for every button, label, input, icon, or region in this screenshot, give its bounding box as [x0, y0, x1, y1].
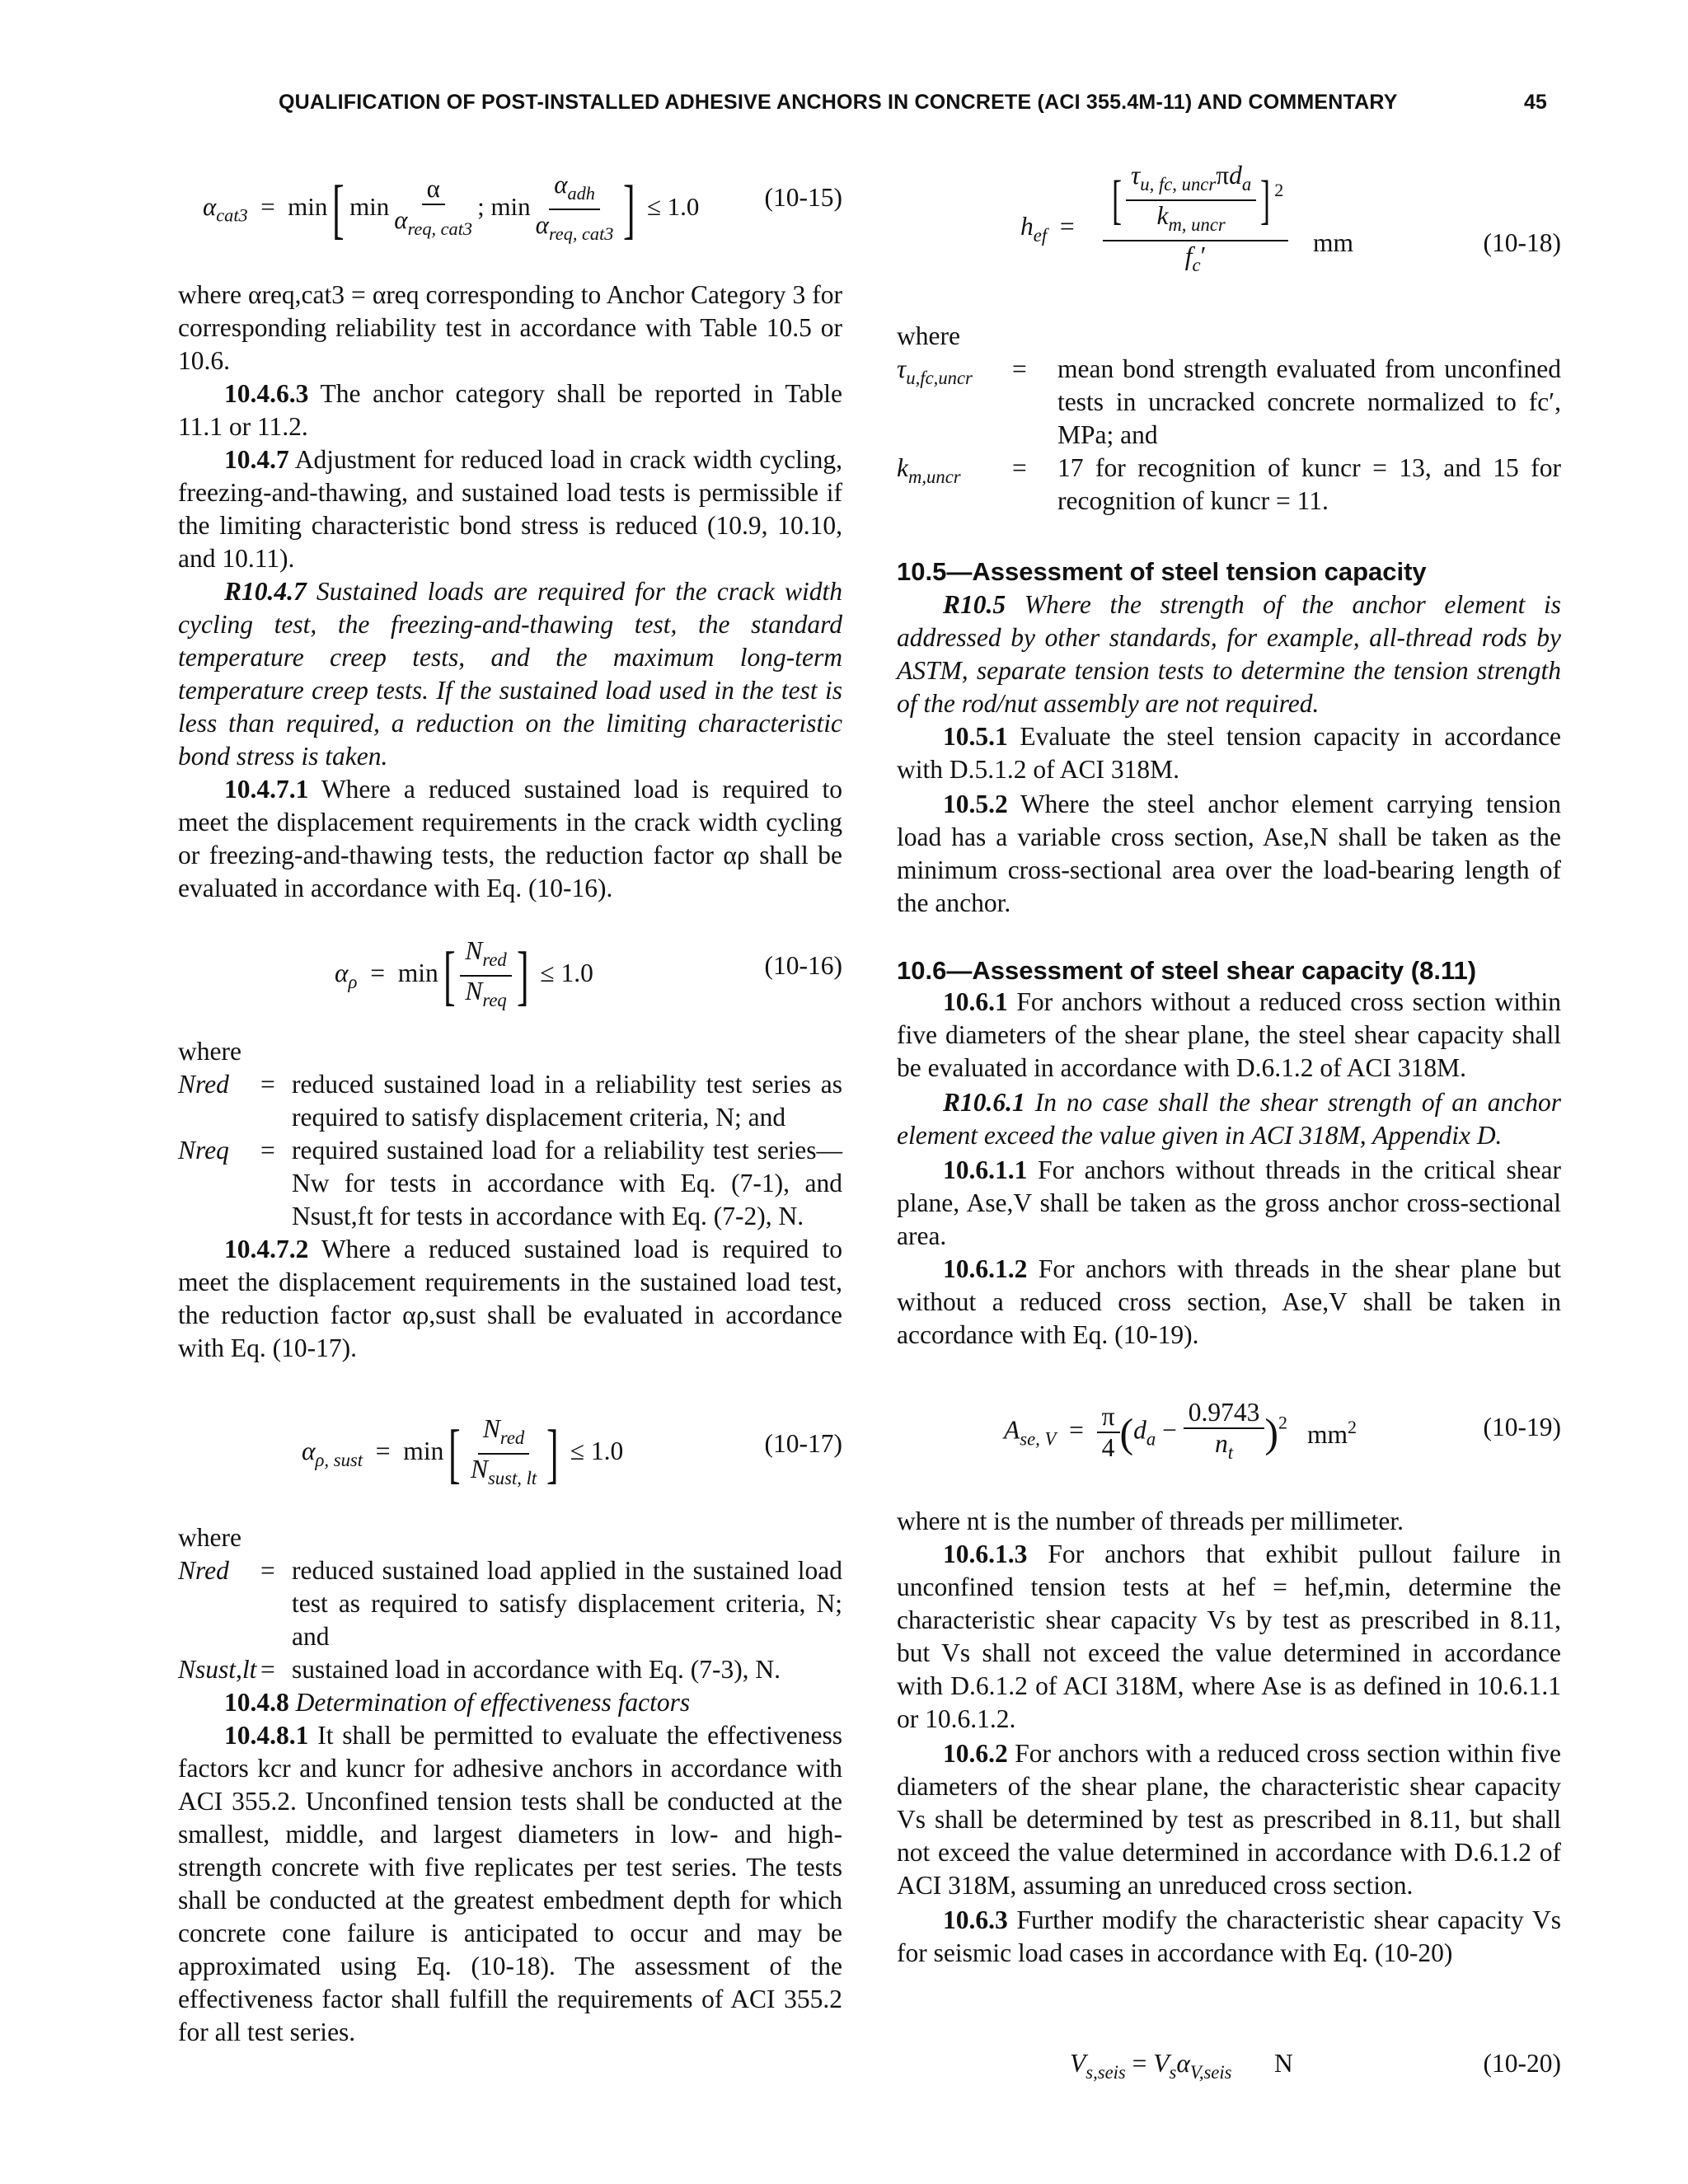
clause-text: Evaluate the steel tension capacity in accordance with D.5.1.2 of ACI 318M.: [897, 722, 1561, 784]
clause-number: 10.6.2: [943, 1739, 1008, 1768]
paragraph-nt: where nt is the number of threads per millimeter.: [897, 1507, 1404, 1535]
clause-number: 10.6.1.3: [943, 1540, 1028, 1568]
where-label: where: [178, 1037, 241, 1066]
commentary-R10-6-1: [897, 1086, 1561, 1152]
paragraph-where-alpha: where αreq,cat3 = αreq corresponding to Anchor Category 3 for corresponding reliability test in accordance with Table 10.5 or 10.6.: [178, 280, 842, 375]
clause-number: 10.4.7.1: [224, 775, 309, 804]
section-heading-10-6: 10.6—Assessment of steel shear capacity (8.11): [897, 956, 1477, 985]
equation-number: (10-15): [764, 183, 842, 212]
equation-number: (10-19): [1483, 1413, 1561, 1441]
symbol: Nred: [178, 1556, 229, 1585]
clause-number: 10.6.1.1: [943, 1155, 1028, 1184]
paragraph-10-5-1: [897, 720, 1561, 786]
paragraph-10-4-7-1: [178, 773, 842, 905]
clause-number: 10.4.6.3: [224, 379, 309, 408]
symbol: Nred: [178, 1070, 229, 1099]
running-header: QUALIFICATION OF POST-INSTALLED ADHESIVE ANCHORS IN CONCRETE (ACI 355.4M-11) AND COMMENTARY: [279, 91, 1398, 114]
equation-10-19: $A_{se, V}$ = $\frac{\pi}{4}$ ($d_a$ − $\frac{0.9743}{n_t}$ )$^2$ $mm^2$ (10-19): [1004, 1398, 1561, 1463]
clause-text: It shall be permitted to evaluate the effectiveness factors kcr and kuncr for adhesive anchors in accordance with ACI 355.2. Unconfined tension tests shall be conducted at the smallest, middle, and largest diameters in low- and high-strength concrete with five replicates per test series. The tests shall be conducted at the greatest embedment depth for which concrete cone failure is anticipated to occur and may be approximated using Eq. (10-18). The assessment of the effectiveness factor shall fulfill the requirements of ACI 355.2 for all test series.: [178, 1721, 842, 2046]
paragraph-10-4-7: [178, 443, 842, 575]
paragraph-10-5-2: [897, 788, 1561, 920]
clause-number: 10.5.2: [943, 790, 1008, 818]
clause-text: Adjustment for reduced load in crack width cycling, freezing-and-thawing, and sustained load tests is permissible if the limiting characteristic bond stress is reduced (10.9, 10.10, and 10.11).: [178, 445, 842, 573]
clause-number: 10.6.1: [943, 987, 1008, 1016]
clause-text: In no case shall the shear strength of an anchor element exceed the value given in ACI 318M, Appendix D.: [897, 1088, 1561, 1150]
unit: mm: [1313, 228, 1354, 257]
definition-text: reduced sustained load applied in the sustained load test as required to satisfy displacement criteria, N; and: [292, 1556, 842, 1651]
definition-text: sustained load in accordance with Eq. (7-3), N.: [292, 1655, 781, 1684]
paragraph-10-4-6-3: [178, 377, 842, 443]
paragraph-10-4-8-1: [178, 1719, 842, 2049]
paragraph-10-6-1: [897, 986, 1561, 1085]
definition-text: reduced sustained load in a reliability test series as required to satisfy displacement criteria, N; and: [292, 1070, 842, 1132]
clause-text: Where the strength of the anchor element is addressed by other standards, for example, all-thread rods by ASTM, separate tension tests to determine the tension strength of the rod/nut assembly are not required.: [897, 590, 1561, 718]
clause-text: For anchors with threads in the shear plane but without a reduced cross section, Ase,V shall be taken in accordance with Eq. (10-19).: [897, 1254, 1561, 1349]
unit: N: [1274, 2049, 1293, 2078]
symbol: Nreq: [178, 1136, 229, 1165]
definition-text: 17 for recognition of kuncr = 13, and 15 for recognition of kuncr = 11.: [1057, 453, 1561, 515]
clause-number: R10.5: [943, 590, 1006, 619]
equation-10-18: $h_{ef}$ = [ $\frac{\tau_{u, fc, uncr}\pi d_a}{k_{m, uncr}}$ ] $^2$ $f_c'$ mm (10-18): [1020, 161, 1561, 275]
paragraph-10-6-2: [897, 1737, 1561, 1902]
clause-number: 10.4.8.1: [224, 1721, 309, 1750]
commentary-R10-4-7: [178, 575, 842, 773]
definition-text: required sustained load for a reliability test series—Nw for tests in accordance with Eq. (7-1), and Nsust,ft for tests in accordance with Eq. (7-2), N.: [292, 1136, 842, 1230]
equation-10-17: $\alpha_{\rho, sust} = \min$[ $\frac{N_{red}}{N_{sust, lt}}$ ] ≤ 1.0 (10-17): [302, 1414, 842, 1490]
equation-10-16: $\alpha_\rho = \min$[ $\frac{N_{red}}{N_{req}}$ ] ≤ 1.0 (10-16): [335, 936, 842, 1012]
paragraph-10-6-3: [897, 1904, 1561, 1970]
paragraph-10-4-8: [178, 1686, 842, 1719]
equation-number: (10-20): [1483, 2049, 1561, 2078]
symbol: Nsust,lt: [178, 1655, 257, 1684]
clause-number: R10.6.1: [943, 1088, 1025, 1117]
equation-number: (10-18): [1483, 228, 1561, 257]
clause-text: For anchors without threads in the critical shear plane, Ase,V shall be taken as the gross anchor cross-sectional area.: [897, 1155, 1561, 1250]
clause-text: Where the steel anchor element carrying tension load has a variable cross section, Ase,N shall be taken as the minimum cross-sectional area over the load-bearing length of the anchor.: [897, 790, 1561, 917]
equation-number: (10-17): [764, 1429, 842, 1458]
paragraph-10-6-1-2: [897, 1253, 1561, 1352]
clause-text: For anchors that exhibit pullout failure in unconfined tension tests at hef = hef,min, determine the characteristic shear capacity Vs by test as prescribed in 8.11, but Vs shall not exceed the value determined in accordance with D.6.1.2 of ACI 318M, where Ase is as defined in 10.6.1.1 or 10.6.1.2.: [897, 1540, 1561, 1733]
section-heading-10-5: 10.5—Assessment of steel tension capacity: [897, 557, 1427, 586]
where-label: where: [178, 1523, 241, 1552]
clause-text: Where a reduced sustained load is required to meet the displacement requirements in the sustained load test, the reduction factor αρ,sust shall be evaluated in accordance with Eq. (10-17).: [178, 1235, 842, 1362]
paragraph-10-6-1-3: [897, 1538, 1561, 1736]
clause-number: 10.6.3: [943, 1905, 1008, 1934]
paragraph-10-6-1-1: [897, 1154, 1561, 1253]
equation-10-15: $\alpha_{cat3} = \min$[ min $\frac{\alpha}{\alpha_{req, cat3}}$ ; min $\frac{\alpha_{adh}}{\alpha_{req, cat3}}$ ] ≤ 1.0 (10-15): [203, 170, 842, 246]
page-number: 45: [1524, 91, 1547, 114]
equation-number: (10-16): [764, 951, 842, 980]
clause-number: 10.4.7: [224, 445, 289, 474]
clause-number: 10.4.8: [224, 1688, 289, 1717]
unit: mm: [1307, 1420, 1348, 1450]
clause-number: 10.4.7.2: [224, 1235, 309, 1263]
clause-text: The anchor category shall be reported in Table 11.1 or 11.2.: [178, 379, 842, 441]
clause-number: 10.5.1: [943, 722, 1008, 751]
definition-text: mean bond strength evaluated from unconfined tests in uncracked concrete normalized to fc′, MPa; and: [1057, 354, 1561, 449]
clause-text: Determination of effectiveness factors: [288, 1688, 691, 1717]
paragraph-10-4-7-2: [178, 1233, 842, 1365]
clause-text: Sustained loads are required for the crack width cycling test, the freezing-and-thawing test, the standard temperature creep tests, and the maximum long-term temperature creep tests. If the sustained load used in the test is less than required, a reduction on the limiting characteristic bond stress is taken.: [178, 577, 842, 771]
clause-number: 10.6.1.2: [943, 1254, 1028, 1283]
clause-text: Further modify the characteristic shear capacity Vs for seismic load cases in accordance with Eq. (10-20): [897, 1905, 1561, 1967]
commentary-R10-5: [897, 588, 1561, 720]
equation-10-20: $V_{s,seis} = V_s\alpha_{V,seis}$ N (10-20): [1070, 2049, 1561, 2083]
where-label: where: [897, 321, 960, 350]
clause-text: For anchors without a reduced cross section within five diameters of the shear plane, the steel shear capacity shall be evaluated in accordance with D.6.1.2 of ACI 318M.: [897, 987, 1561, 1082]
clause-text: For anchors with a reduced cross section within five diameters of the shear plane, the characteristic shear capacity Vs shall be determined by test as prescribed in 8.11, but shall not exceed the value determined in accordance with D.6.1.2 of ACI 318M, assuming an unreduced cross section.: [897, 1739, 1561, 1900]
clause-text: Where a reduced sustained load is required to meet the displacement requirements in the crack width cycling or freezing-and-thawing tests, the reduction factor αρ shall be evaluated in accordance with Eq. (10-16).: [178, 775, 842, 902]
clause-number: R10.4.7: [224, 577, 307, 606]
